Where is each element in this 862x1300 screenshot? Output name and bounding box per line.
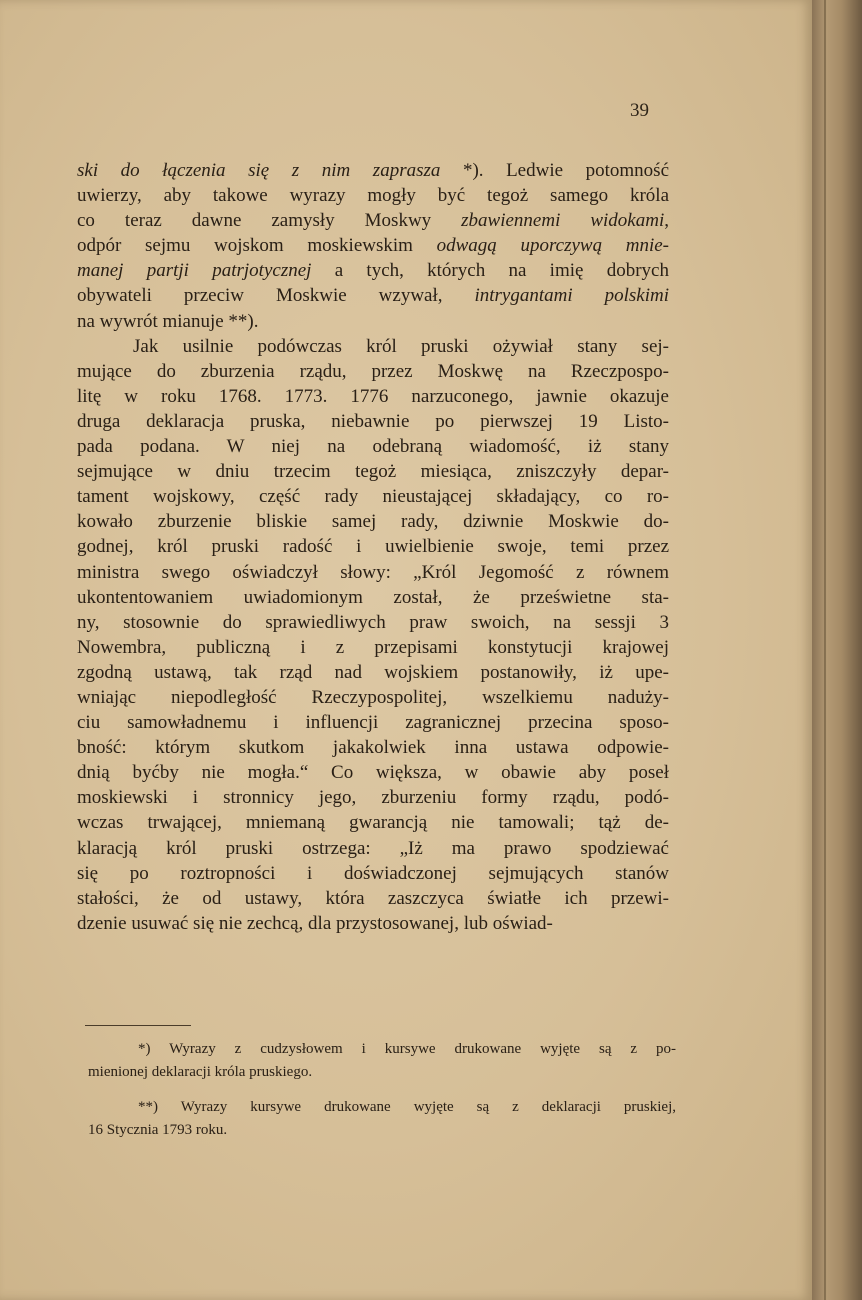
text-line [77,886,669,911]
text-segment: kowało zburzenie bliskie samej rady, dziwnie Moskwie do- [77,511,669,533]
text-line [77,258,669,283]
italic-segment: manej partji patrjotycznej [77,260,312,282]
italic-segment: odwagą uporczywą mnie- [436,235,669,257]
text-line [77,509,669,534]
footnote-line: 16 Stycznia 1793 roku. [88,1122,228,1138]
text-line [77,785,669,810]
text-line [77,208,669,233]
text-line [77,309,669,334]
text-line [77,861,669,886]
text-segment: się po roztropności i doświadczonej sejmujących stanów [77,862,669,884]
text-line [77,334,669,359]
text-segment: dzenie usuwać się nie zechcą, dla przystosowanej, lub oświad- [77,912,553,934]
text-line [77,158,669,183]
text-line [77,534,669,559]
text-line [77,685,669,710]
text-segment: *). Ledwie potomność [440,160,669,181]
text-segment: uwierzy, aby takowe wyrazy mogły być tegoż samego króla [77,185,669,207]
text-line [77,810,669,835]
text-line [77,760,669,785]
text-segment: Jak usilnie podówczas król pruski ożywiał stany sej- [133,335,669,357]
text-line [77,635,669,660]
body-text [77,158,669,936]
text-line [77,359,669,384]
text-segment: klaracją król pruski ostrzega: „Iż ma prawo spodziewać [77,837,669,859]
text-segment: ny, stosownie do sprawiedliwych praw swoich, na sessji 3 [77,611,669,633]
text-segment: ministra swego oświadczył słowy: „Król Jegomość z równem [77,561,669,583]
text-segment: godnej, król pruski radość i uwielbienie swoje, temi przez [77,536,669,558]
text-line [77,610,669,635]
text-line [77,283,669,308]
text-segment: moskiewski i stronnicy jego, zburzeniu formy rządu, podó- [77,787,669,809]
text-segment: pada podana. W niej na odebraną wiadomość, iż stany [77,436,669,458]
text-line [77,484,669,509]
text-line [77,911,669,936]
text-segment: stałości, że od ustawy, która zaszczyca światłe ich przewi- [77,887,669,909]
text-segment: zgodną ustawą, tak rząd nad wojskiem postanowiły, iż upe- [77,661,669,683]
text-segment: ciu samowładnemu i influencji zagranicznej przecina sposo- [77,712,669,734]
text-line [77,560,669,585]
text-line [77,660,669,685]
text-segment: , [664,210,669,232]
italic-segment: intrygantami polskimi [474,285,669,307]
footnote-line: mienionej deklaracji króla pruskiego. [88,1064,313,1080]
text-line [77,710,669,735]
text-line [77,836,669,861]
text-segment: Nowembra, publiczną i z przepisami konstytucji krajowej [77,636,669,658]
text-line [77,735,669,760]
text-line [77,585,669,610]
text-segment: tament wojskowy, część rady nieustającej składający, co ro- [77,486,669,508]
text-segment: dnią byćby nie mogła.“ Co większa, w obawie aby poseł [77,762,669,784]
text-segment: a tych, których na imię dobrych [311,260,669,282]
italic-segment: ski do łączenia się z nim zaprasza [77,160,441,181]
text-segment: wczas trwającej, mniemaną gwarancją nie tamowali; tąż de- [77,812,669,834]
text-line [77,384,669,409]
text-segment: druga deklaracja pruska, niebawnie po pierwszej 19 Listo- [77,410,669,432]
text-line [77,409,669,434]
adjacent-page-edge [812,0,862,1300]
text-segment: odpór sejmu wojskom moskiewskim [77,235,437,257]
footnote-line: **) Wyrazy kursywe drukowane wyjęte są z deklaracji pruskiej, [138,1099,676,1115]
page-number: 39 [630,100,649,121]
footnote-line: *) Wyrazy z cudzysłowem i kursywe drukowane wyjęte są z po- [138,1041,676,1057]
text-line [77,233,669,258]
text-segment: mujące do zburzenia rządu, przez Moskwę na Rzeczpospo- [77,360,669,382]
italic-segment: zbawiennemi widokami [461,210,665,232]
text-segment: sejmujące w dniu trzecim tegoż miesiąca, zniszczyły depar- [77,461,669,483]
text-segment: obywateli przeciw Moskwie wzywał, [77,285,475,307]
text-line [77,434,669,459]
text-segment: wniając niepodległość Rzeczypospolitej, wszelkiemu nadużу- [77,686,669,708]
text-segment: litę w roku 1768. 1773. 1776 narzuconego, jawnie okazuje [77,385,669,407]
footnotes [88,1038,676,1142]
text-line [77,459,669,484]
text-segment: bność: którym skutkom jakakolwiek inna ustawa odpowie- [77,737,669,759]
text-segment: na wywrót mianuje **). [77,310,259,332]
footnote-rule [85,1025,191,1026]
text-segment: co teraz dawne zamysły Moskwy [77,210,462,232]
footnote-gap [88,1084,676,1096]
text-line [77,183,669,208]
text-segment: ukontentowaniem uwiadomionym został, że prześwietne sta- [77,586,669,608]
